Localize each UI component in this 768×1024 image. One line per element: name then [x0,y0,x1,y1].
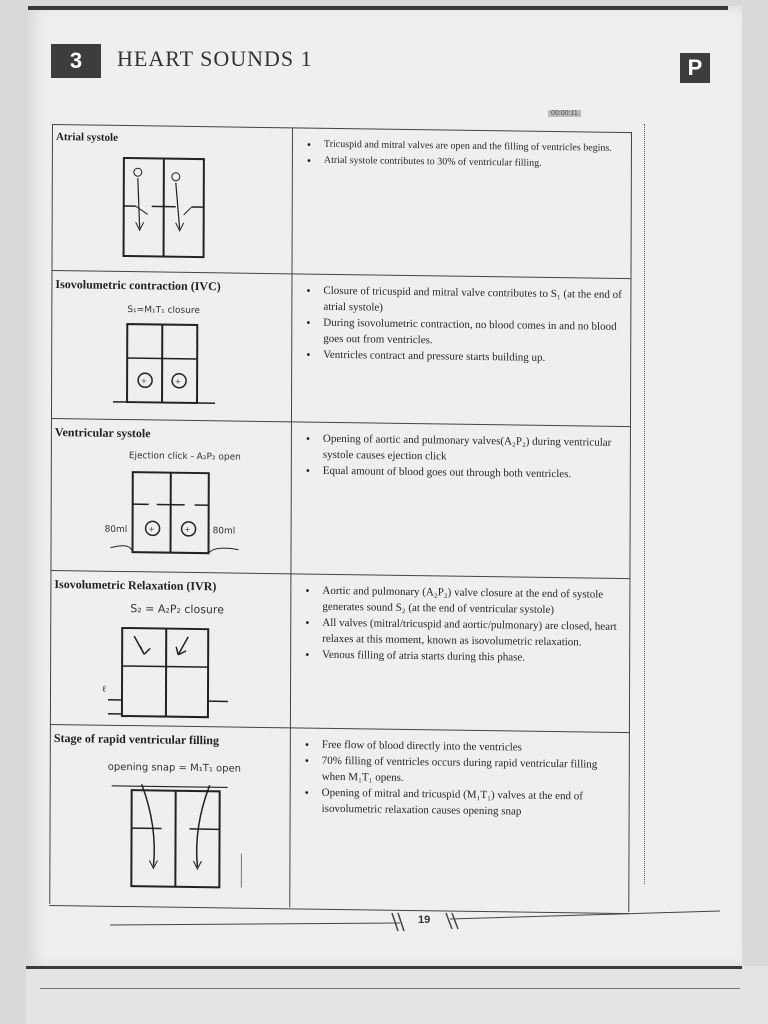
table-row [51,124,632,279]
bullet-item: • All valves (mitral/tricuspid and aortic/pulmonary) are closed, heart relaxes at this moment, known as isovolumetric relaxation. [322,615,622,651]
stage-title: Isovolumetric Relaxation (IVR) [54,577,217,594]
stage-title: Stage of rapid ventricular filling [53,731,219,748]
lower-edge-line [40,988,740,989]
bullet-list [300,736,622,820]
bottom-edge-line [26,966,742,969]
description-cell [300,574,623,732]
bullet-list [301,282,623,366]
chapter-number-badge: 3 [51,44,101,78]
bullet-item: • Venous filling of atria starts during this phase. [322,647,622,667]
stage-cell [51,125,292,274]
ivr-diagram [94,596,274,725]
stage-cell [50,419,291,574]
stage-title: Isovolumetric contraction (IVC) [55,277,221,294]
opening-snap-annotation: opening snap = M₁T₁ open [107,761,242,775]
page-footer [110,905,730,935]
svg-text:+: + [141,376,147,388]
ejection-click-annotation: Ejection click - A₂P₂ open [128,451,241,463]
left-volume-annotation: 80ml [104,524,128,536]
video-timestamp-tag: 00:00:11 [548,110,581,117]
bullet-list [301,430,623,482]
table-row [51,270,632,427]
chapter-title: HEART SOUNDS 1 [117,46,313,71]
description-cell [301,274,624,426]
svg-text:+: + [148,524,155,536]
table-row [50,570,631,733]
stage-cell [49,725,290,908]
bullet-item: • During isovolumetric contraction, no blood comes in and no blood goes out from ventricles. [323,315,623,351]
description-cell [301,128,624,278]
stage-cell [50,571,291,728]
bullet-item: • 70% filling of ventricles occurs during rapid ventricular filling when M₁T₁ opens. [322,753,622,789]
bullet-item: • Ventricles contract and pressure starts building up. [323,347,623,367]
s2-annotation: S₂ = A₂P₂ closure [130,602,225,617]
ventricular-systole-diagram [90,444,270,565]
stage-title: Ventricular systole [54,425,151,441]
svg-text:+: + [175,376,181,388]
bullet-list [302,136,624,172]
table-edge-dotted [644,124,645,884]
bullet-item: • Closure of tricuspid and mitral valve contributes to S₁ (at the end of atrial systole) [323,283,623,319]
bullet-item: • Opening of aortic and pulmonary valves(A₂P₂) during ventricular systole causes ejection click [323,431,623,467]
stage-title: Atrial systole [55,131,118,144]
right-volume-annotation: 80ml [212,526,236,537]
description-cell [299,728,622,912]
rapid-filling-diagram [101,756,281,899]
svg-text:ℓ: ℓ [102,683,107,694]
description-cell [300,422,623,578]
bullet-item: • Equal amount of blood goes out through both ventricles. [323,463,623,483]
bullet-item: • Tricuspid and mitral valves are open and the filling of ventricles begins. [324,137,624,157]
svg-text:+: + [184,524,191,536]
bullet-item: • Opening of mitral and tricuspid (M₁T₁) valves at the end of isovolumetric relaxation causes opening snap [322,785,622,821]
bullet-item: • Aortic and pulmonary (A₂P₂) valve closure at the end of systole generates sound S₂ (at the end of ventricular systole) [322,583,622,619]
publisher-logo: P [680,53,710,83]
page-number: 19 [418,914,431,926]
ivc-annotation: S₁=M₁T₁ closure [127,305,200,317]
top-edge-line [28,6,728,10]
bullet-item: • Atrial systole contributes to 30% of ventricular filling. [324,153,624,173]
stage-cell [51,271,292,422]
ivc-diagram [111,298,231,410]
table-row [50,418,631,579]
heart-sounds-table [49,124,632,912]
page-bottom-area [26,966,768,1024]
table-row [49,724,630,914]
bullet-item: • Free flow of blood directly into the ventricles [322,737,622,757]
bullet-list [300,582,622,666]
atrial-systole-diagram [122,156,208,261]
